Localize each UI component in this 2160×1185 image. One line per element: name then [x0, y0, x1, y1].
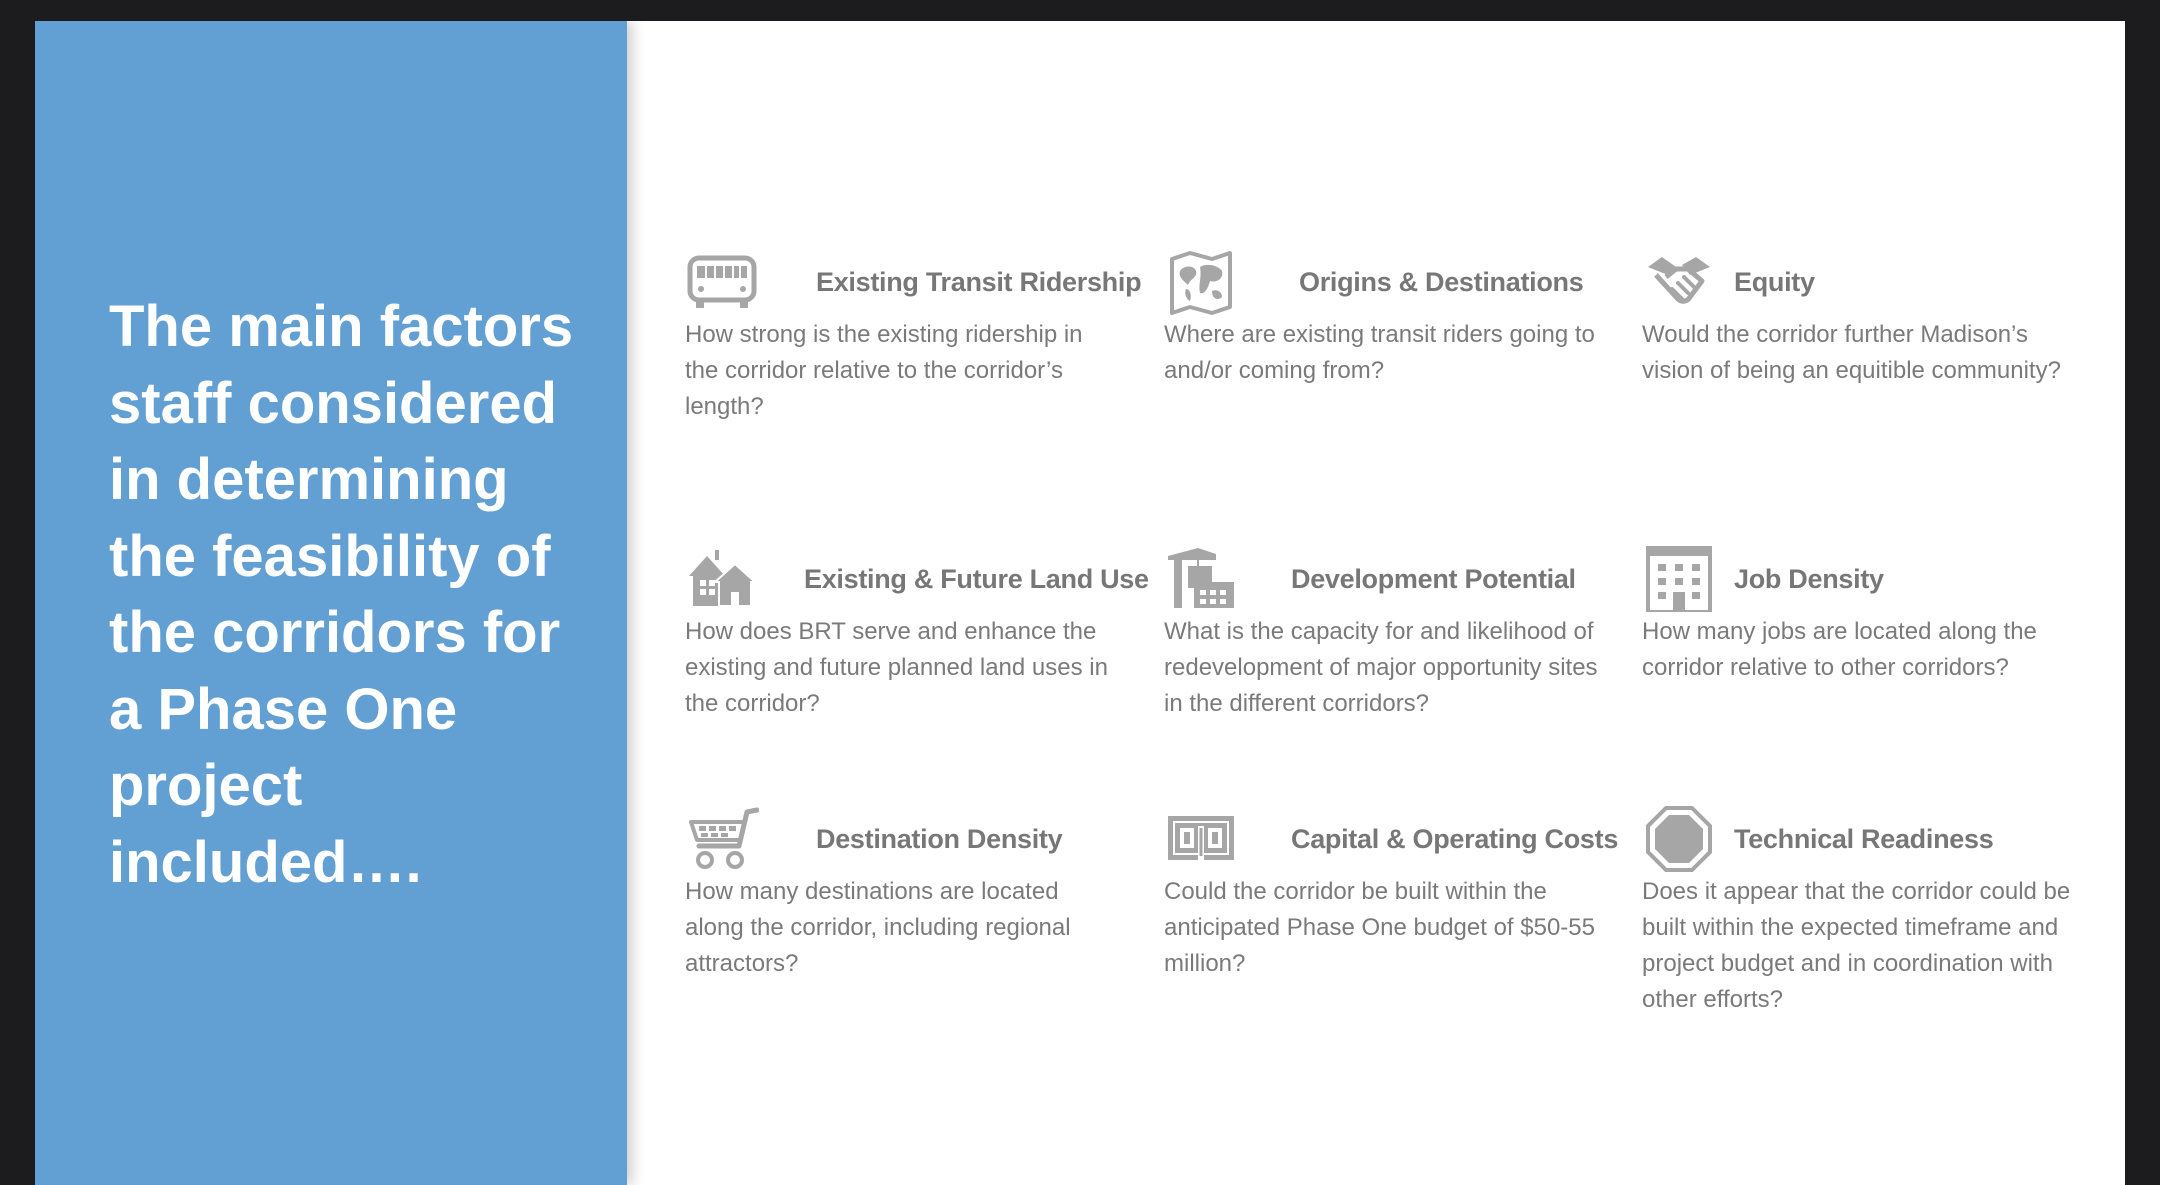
- houses-icon: [685, 546, 759, 612]
- map-icon: [1164, 249, 1238, 315]
- factor-description: How many destinations are located along the corridor, including regional attractors?: [685, 878, 1071, 977]
- factor-description: Would the corridor further Madison’s vision of being an equitible community?: [1642, 321, 2061, 384]
- crane-icon: [1164, 546, 1238, 612]
- factor-description: Does it appear that the corridor could be built within the expected timeframe and project budget and in coordination with other efforts?: [1642, 878, 2071, 1013]
- factor-description: How many jobs are located along the corridor relative to other corridors?: [1642, 618, 2037, 681]
- factor-description: How strong is the existing ridership in the corridor relative to the corridor’s length?: [685, 321, 1083, 420]
- left-panel: [35, 21, 627, 1185]
- shopping-cart-icon: [685, 806, 759, 872]
- factor-title: Destination Density: [816, 824, 1063, 854]
- factor-description: What is the capacity for and likelihood of redevelopment of major opportunity sites in the different corridors?: [1164, 618, 1598, 717]
- slide: [35, 21, 2125, 1185]
- factor-description: Could the corridor be built within the anticipated Phase One budget of $50-55 million?: [1164, 878, 1595, 977]
- factor-title: Existing Transit Ridership: [816, 267, 1142, 297]
- handshake-icon: [1642, 249, 1716, 315]
- factor-title: Origins & Destinations: [1299, 267, 1584, 297]
- factor-description: Where are existing transit riders going to and/or coming from?: [1164, 321, 1595, 384]
- factor-title: Development Potential: [1291, 564, 1576, 594]
- slide-heading: The main factors staff considered in determining the feasibility of the corridors for a Phase One project included….: [109, 294, 574, 895]
- factor-title: Equity: [1734, 267, 1815, 297]
- factor-title: Existing & Future Land Use: [804, 564, 1149, 594]
- stop-sign-icon: [1642, 806, 1716, 872]
- factor-title: Technical Readiness: [1734, 824, 1994, 854]
- factor-description: How does BRT serve and enhance the existing and future planned land uses in the corridor?: [685, 618, 1108, 717]
- bus-icon: [685, 249, 759, 315]
- building-icon: [1642, 546, 1716, 612]
- factor-title: Job Density: [1734, 564, 1884, 594]
- money-icon: [1164, 806, 1238, 872]
- factor-title: Capital & Operating Costs: [1291, 824, 1619, 854]
